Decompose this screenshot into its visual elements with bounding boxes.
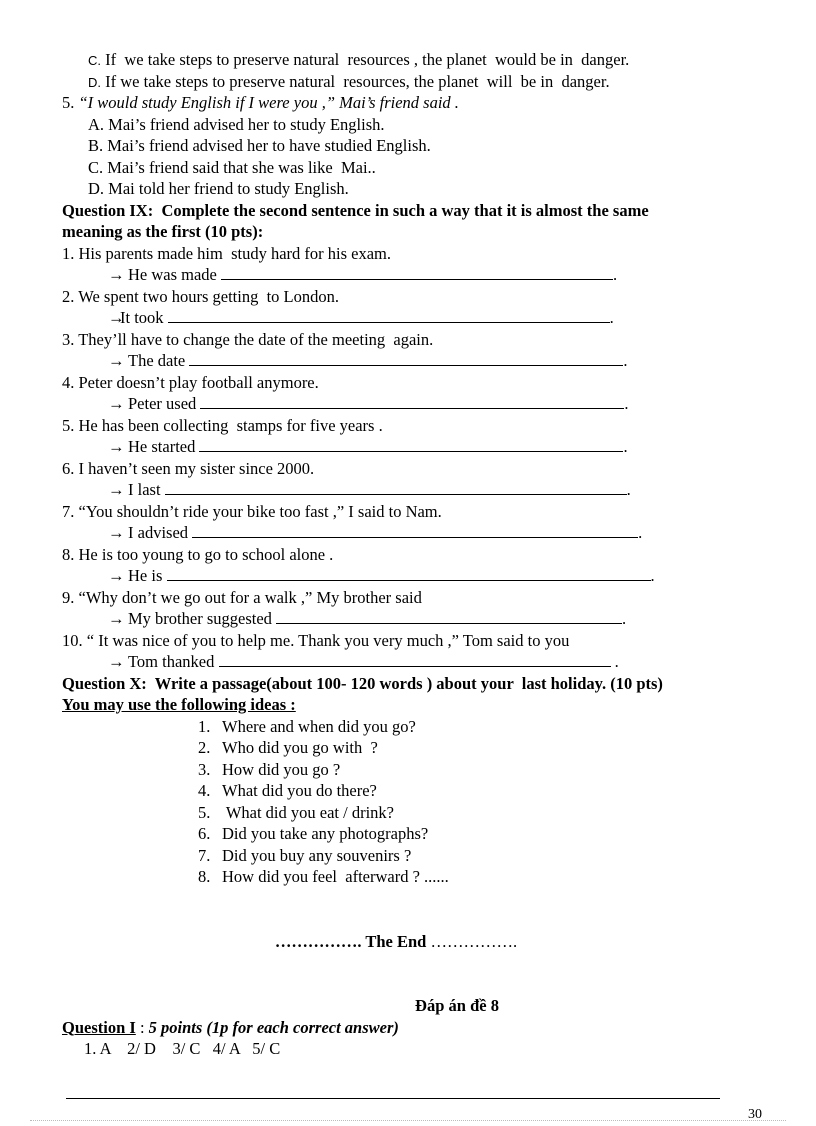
- arrow-right-icon: →: [108, 308, 125, 327]
- the-end-label: The End: [365, 931, 427, 951]
- arrow-right-icon: →: [108, 265, 125, 284]
- rewrite-start: Tom thanked: [128, 652, 219, 671]
- ix-sentence: 7. “You shouldn’t ride your bike too fast ,” I said to Nam.: [62, 501, 442, 521]
- ix-sentence: 2. We spent two hours getting to London.: [62, 286, 340, 306]
- option-d-line: [62, 71, 762, 93]
- q5-option-a: A. Mai’s friend advised her to study English.: [88, 114, 385, 134]
- idea-item: 3. How did you go ?: [198, 759, 341, 779]
- arrow-right-icon: →: [108, 437, 125, 456]
- idea-item: 2. Who did you go with ?: [198, 738, 378, 757]
- option-letter: C.: [88, 53, 101, 68]
- arrow-right-icon: →: [108, 523, 125, 542]
- rewrite-start: I advised: [128, 523, 193, 542]
- ix-sentence: 5. He has been collecting stamps for five years .: [62, 415, 383, 435]
- option-c-line: [62, 49, 762, 71]
- answer-q1-label: Question I: [62, 1017, 136, 1037]
- rewrite-end: .: [610, 652, 619, 671]
- page-bottom-edge: [30, 1120, 786, 1121]
- answer-q1-answers: 1. A 2/ D 3/ C 4/ A 5/ C: [84, 1039, 281, 1058]
- rewrite-start: Peter used: [128, 394, 201, 413]
- q5-option-b: B. Mai’s friend advised her to have studied English.: [88, 136, 431, 155]
- idea-item: 8. How did you feel afterward ? ......: [198, 867, 449, 886]
- ix-sentence: 1. His parents made him study hard for his exam.: [62, 243, 392, 263]
- rewrite-end: .: [626, 480, 631, 499]
- q5-number: 5.: [62, 93, 75, 112]
- ix-sentence: 3. They’ll have to change the date of the meeting again.: [62, 329, 434, 349]
- question-x-heading: Question X: Write a passage(about 100- 120 words ) about your last holiday. (10 pts): [62, 673, 663, 693]
- idea-item: 5. What did you eat / drink?: [198, 802, 394, 822]
- ideas-list: [62, 716, 762, 888]
- arrow-right-icon: →: [108, 480, 125, 499]
- q5-option-d: D. Mai told her friend to study English.: [88, 179, 349, 198]
- rewrite-start: It took: [120, 308, 168, 327]
- ix-rewrite: [62, 350, 762, 372]
- answer-blank[interactable]: [189, 351, 623, 366]
- answer-blank[interactable]: [219, 652, 611, 667]
- answer-blank[interactable]: [200, 394, 624, 409]
- ix-sentence: 6. I haven’t seen my sister since 2000.: [62, 458, 315, 478]
- option-text: If we take steps to preserve natural resources , the planet would be in danger.: [101, 50, 630, 69]
- q5-text: “I would study English if I were you ,” Mai’s friend said .: [74, 93, 459, 112]
- rewrite-end: .: [624, 394, 629, 413]
- rewrite-start: He started: [128, 437, 200, 456]
- arrow-right-icon: →: [108, 351, 125, 370]
- ix-sentence: 8. He is too young to go to school alone .: [62, 544, 334, 564]
- ix-sentence: 4. Peter doesn’t play football anymore.: [62, 372, 319, 392]
- answer-blank[interactable]: [167, 566, 651, 581]
- arrow-right-icon: →: [108, 566, 125, 585]
- footer-divider: [66, 1098, 720, 1099]
- arrow-right-icon: →: [108, 652, 125, 671]
- rewrite-end: .: [609, 308, 614, 327]
- rewrite-start: He was made: [128, 265, 222, 284]
- option-text: If we take steps to preserve natural resources, the planet will be in danger.: [101, 71, 610, 91]
- q5-prompt: [62, 92, 762, 114]
- arrow-right-icon: →: [108, 609, 125, 628]
- rewrite-start: The date: [128, 351, 190, 370]
- page-number: 30: [748, 1107, 762, 1122]
- answer-blank[interactable]: [168, 308, 610, 323]
- answer-blank[interactable]: [192, 523, 638, 538]
- ix-rewrite: [62, 479, 762, 501]
- document-page: [62, 49, 762, 1060]
- answer-blank[interactable]: [276, 609, 622, 624]
- ix-rewrite: [62, 565, 762, 587]
- rewrite-end: .: [650, 566, 655, 585]
- ix-rewrite: [62, 307, 762, 329]
- the-end-line: ……………. The End …………….: [274, 931, 518, 951]
- ix-rewrite: [62, 651, 762, 673]
- idea-item: 1. Where and when did you go?: [198, 716, 416, 736]
- ix-sentence: 10. “ It was nice of you to help me. Thank you very much ,” Tom said to you: [62, 630, 570, 650]
- rewrite-end: .: [638, 523, 643, 542]
- rewrite-start: I last: [128, 480, 165, 499]
- rewrite-start: He is: [128, 566, 167, 585]
- question-ix-heading-cont: meaning as the first (10 pts):: [62, 222, 264, 241]
- ix-rewrite: [62, 522, 762, 544]
- spacer: [62, 952, 762, 995]
- ix-rewrite: [62, 393, 762, 415]
- q5-option-c: C. Mai’s friend said that she was like Mai..: [88, 157, 376, 177]
- spacer: [62, 888, 762, 931]
- rewrite-end: .: [622, 609, 627, 628]
- ix-rewrite: [62, 264, 762, 286]
- answer-blank[interactable]: [199, 437, 623, 452]
- answer-blank[interactable]: [221, 265, 613, 280]
- option-letter: D.: [88, 74, 101, 90]
- answer-q1-heading: Question I : 5 points (1p for each correct answer): [62, 1017, 399, 1037]
- idea-item: 6. Did you take any photographs?: [198, 824, 429, 843]
- ix-sentence: 9. “Why don’t we go out for a walk ,” My brother said: [62, 587, 422, 607]
- rewrite-end: .: [623, 351, 628, 370]
- question-ix-heading: Question IX: Complete the second sentence in such a way that it is almost the same: [62, 200, 649, 220]
- answer-blank[interactable]: [165, 480, 627, 495]
- question-x-subheading: You may use the following ideas :: [62, 695, 296, 714]
- idea-item: 7. Did you buy any souvenirs ?: [198, 845, 412, 865]
- answer-key-title: Đáp án đề 8: [415, 996, 499, 1015]
- idea-item: 4. What did you do there?: [198, 781, 377, 800]
- ix-rewrite: [62, 436, 762, 458]
- rewrite-start: My brother suggested: [128, 609, 277, 628]
- rewrite-end: .: [613, 265, 618, 284]
- answer-q1-desc: 5 points (1p for each correct answer): [148, 1017, 399, 1037]
- arrow-right-icon: →: [108, 394, 125, 413]
- rewrite-end: .: [623, 437, 628, 456]
- ix-rewrite: [62, 608, 762, 630]
